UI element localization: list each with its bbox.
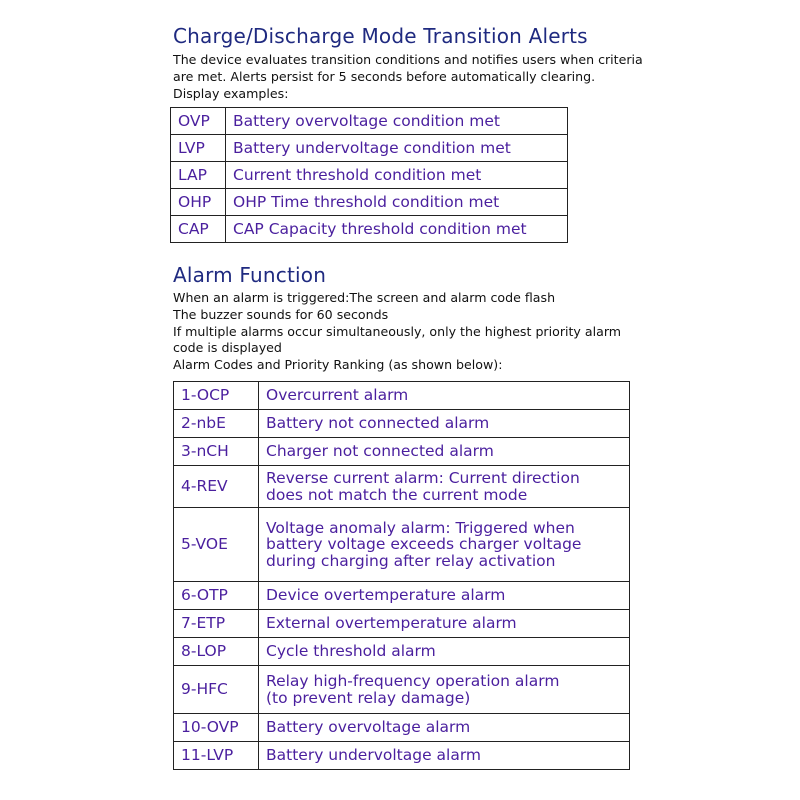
description-line: External overtemperature alarm — [266, 614, 517, 633]
alarm-description — [259, 666, 630, 714]
table-row — [171, 216, 568, 243]
description-line: Voltage anomaly alarm: Triggered when — [266, 518, 575, 537]
intro-line: If multiple alarms occur simultaneously, only the highest priority alarm — [173, 323, 622, 339]
alarm-description — [259, 638, 630, 666]
intro-line: Alarm Codes and Priority Ranking (as shown below): — [173, 357, 503, 373]
description-line: Overcurrent alarm — [266, 386, 409, 405]
description-line: Reverse current alarm: Current direction — [266, 469, 580, 487]
table-row — [171, 108, 568, 135]
description-line: (to prevent relay damage) — [266, 688, 471, 707]
alarm-code: 8-LOP — [174, 638, 259, 666]
intro-line: code is displayed — [173, 340, 282, 356]
table-row — [171, 162, 568, 189]
intro-line: When an alarm is triggered:The screen and alarm code flash — [173, 290, 556, 305]
intro-line: are met. Alerts persist for 5 seconds before automatically clearing. — [173, 68, 596, 84]
alarm-code: 4-REV — [174, 466, 259, 508]
description-line: Battery undervoltage alarm — [266, 746, 482, 765]
alarm-description — [259, 714, 630, 742]
table-row — [171, 189, 568, 216]
alert-code: CAP — [171, 216, 226, 243]
alarm-code: 6-OTP — [174, 582, 259, 610]
section1-intro — [173, 52, 643, 102]
alarm-code: 5-VOE — [174, 508, 259, 582]
description-line: Relay high-frequency operation alarm — [266, 672, 560, 690]
table-row — [174, 666, 630, 714]
alert-description: Battery overvoltage condition met — [226, 108, 568, 135]
alarm-codes-table — [173, 381, 630, 770]
table-row — [174, 410, 630, 438]
alert-description: OHP Time threshold condition met — [226, 189, 568, 216]
alert-code: LAP — [171, 162, 226, 189]
intro-line: Display examples: — [173, 85, 289, 101]
table-row — [174, 508, 630, 582]
table-row — [174, 714, 630, 742]
alert-description: Battery undervoltage condition met — [226, 135, 568, 162]
transition-alerts-table — [170, 107, 568, 243]
description-line: Battery overvoltage alarm — [266, 718, 471, 737]
table-row — [174, 610, 630, 638]
intro-line: The device evaluates transition conditions and notifies users when criteria — [173, 52, 643, 67]
alarm-description — [259, 742, 630, 770]
alarm-description — [259, 466, 630, 508]
description-line: Charger not connected alarm — [266, 442, 494, 461]
alarm-description — [259, 508, 630, 582]
table-row — [174, 382, 630, 410]
alert-code: LVP — [171, 135, 226, 162]
section1-title: Charge/Discharge Mode Transition Alerts — [173, 24, 588, 48]
section2-intro — [173, 290, 621, 374]
alert-description: Current threshold condition met — [226, 162, 568, 189]
alarm-code: 11-LVP — [174, 742, 259, 770]
section2-title: Alarm Function — [173, 263, 327, 287]
alert-code: OHP — [171, 189, 226, 216]
alert-description: CAP Capacity threshold condition met — [226, 216, 568, 243]
table-row — [174, 466, 630, 508]
table-row — [174, 438, 630, 466]
alarm-code: 10-OVP — [174, 714, 259, 742]
alarm-description — [259, 610, 630, 638]
table-row — [174, 638, 630, 666]
alarm-code: 7-ETP — [174, 610, 259, 638]
description-line: does not match the current mode — [266, 485, 528, 504]
alarm-code: 2-nbE — [174, 410, 259, 438]
description-line: Cycle threshold alarm — [266, 642, 436, 661]
alarm-code: 3-nCH — [174, 438, 259, 466]
alert-code: OVP — [171, 108, 226, 135]
alarm-code: 9-HFC — [174, 666, 259, 714]
alarm-description — [259, 410, 630, 438]
description-line: battery voltage exceeds charger voltage — [266, 535, 582, 554]
intro-line: The buzzer sounds for 60 seconds — [173, 306, 389, 322]
table-row — [174, 742, 630, 770]
description-line: Device overtemperature alarm — [266, 586, 506, 605]
alarm-description — [259, 582, 630, 610]
description-line: during charging after relay activation — [266, 551, 556, 570]
table-row — [174, 582, 630, 610]
alarm-code: 1-OCP — [174, 382, 259, 410]
description-line: Battery not connected alarm — [266, 414, 490, 433]
alarm-description — [259, 438, 630, 466]
alarm-description — [259, 382, 630, 410]
table-row — [171, 135, 568, 162]
